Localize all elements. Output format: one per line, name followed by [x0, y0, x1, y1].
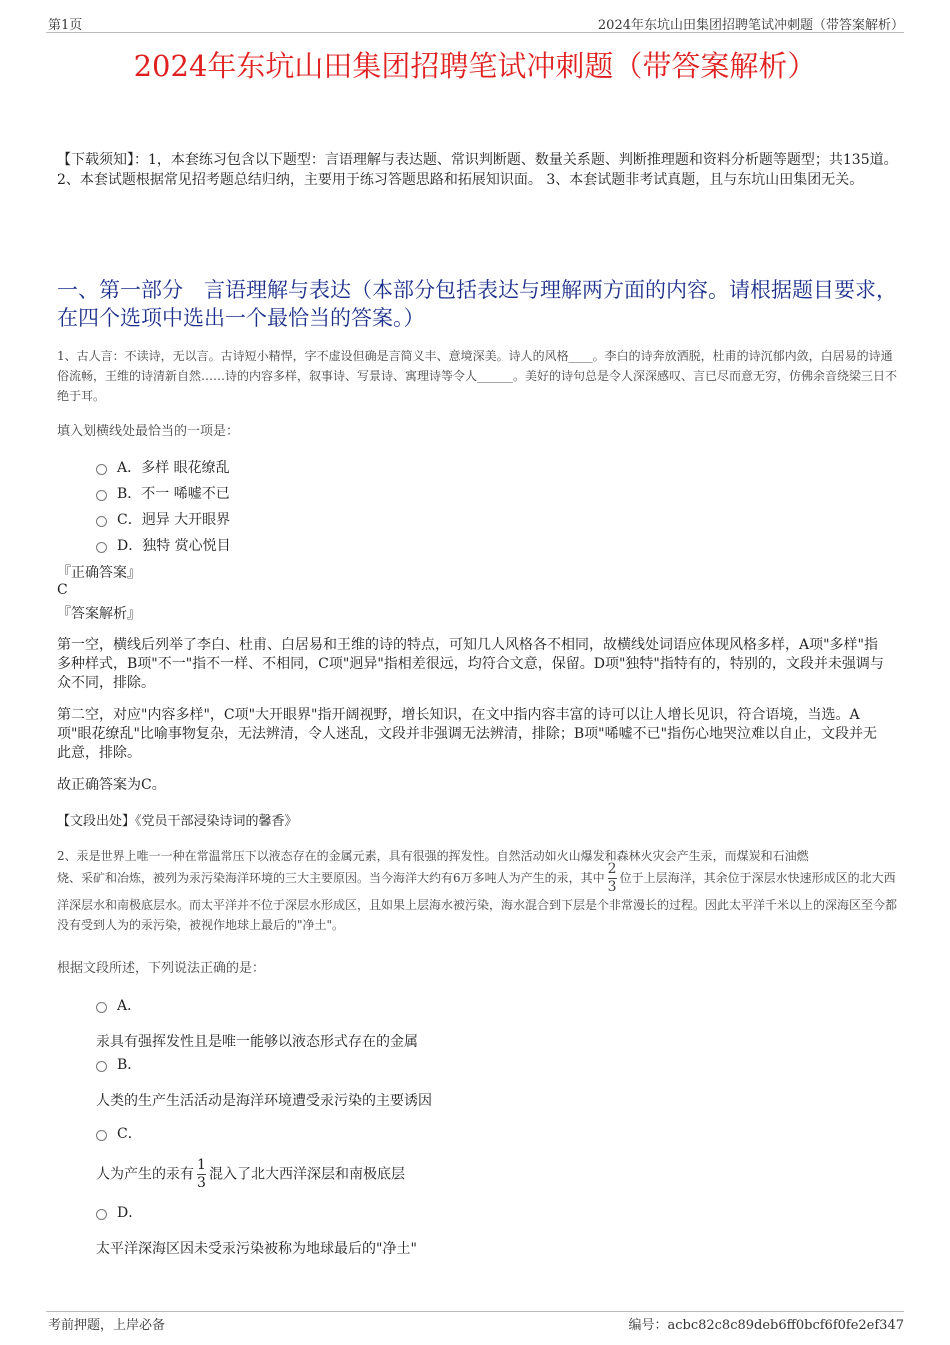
answer-label: 『正确答案』	[57, 565, 141, 581]
radio-icon[interactable]	[96, 1002, 107, 1013]
fraction-one-third: $\frac{1}{3}$	[197, 1157, 206, 1191]
footer-divider	[46, 1311, 904, 1312]
q2-prompt: 根据文段所述，下列说法正确的是：	[57, 961, 266, 976]
q2-option-c[interactable]	[96, 1123, 142, 1143]
q2-stem-part2: 烧、采矿和冶炼，被列为汞污染海洋环境的三大主要原因。当今海洋大约有6万多吨人为产生的汞，其中	[57, 871, 605, 885]
option-label: D．	[117, 538, 143, 554]
source-line	[57, 810, 298, 829]
radio-icon[interactable]	[96, 490, 107, 501]
q2-option-c-text	[96, 1158, 405, 1191]
radio-icon[interactable]	[96, 1209, 107, 1220]
option-text: 不一 唏嘘不已	[141, 486, 230, 502]
radio-icon[interactable]	[96, 516, 107, 527]
source-label: 【文段出处】	[57, 814, 136, 829]
q2-option-a[interactable]	[96, 995, 141, 1015]
q1-prompt: 填入划横线处最恰当的一项是：	[57, 424, 240, 439]
analysis-paragraph-2: 第二空，对应"内容多样"，C项"大开眼界"指开阔视野，增长知识，在文中指内容丰富的诗可以让人增长见识，符合语境，当选。A项"眼花缭乱"比喻事物复杂，无法辨清，令人迷乱，文段并非强调无法辨清，排除；B项"唏嘘不已"指伤心地哭泣难以自止，文段并无此意，排除。	[57, 707, 878, 761]
analysis-conclusion: 故正确答案为C。	[57, 777, 166, 793]
header-divider	[46, 32, 904, 33]
radio-icon[interactable]	[96, 464, 107, 475]
answer-value: C	[57, 582, 68, 598]
q2-option-b[interactable]	[96, 1054, 141, 1074]
option-label: A．	[117, 998, 142, 1014]
q1-option-d[interactable]	[96, 535, 231, 555]
footer-slogan: 考前押题，上岸必备	[48, 1318, 166, 1333]
option-label: C．	[117, 512, 142, 528]
option-text: 多样 眼花缭乱	[141, 460, 230, 476]
page-number: 第1页	[48, 18, 83, 33]
section-heading: 一、第一部分 言语理解与表达（本部分包括表达与理解两方面的内容。请根据题目要求，在四个选项中选出一个最恰当的答案。）	[57, 278, 897, 330]
q2-stem-rest	[57, 862, 903, 935]
option-label: B．	[117, 1057, 142, 1073]
q2-option-b-text: 人类的生产生活活动是海洋环境遭受汞污染的主要诱因	[96, 1093, 432, 1109]
option-text: 独特 赏心悦目	[142, 538, 231, 554]
analysis-paragraph-1: 第一空，横线后列举了李白、杜甫、白居易和王维的诗的特点，可知几人风格各不相同，故横线处词语应体现风格多样，A项"多样"指多种样式，B项"不一"指不一样、不相同，C项"迥异"指相差很远，均符合文意，保留。D项"独特"指特有的，特别的，文段并未强调与众不同，排除。	[57, 637, 884, 691]
option-label: D．	[117, 1205, 143, 1221]
q2-option-d[interactable]	[96, 1202, 142, 1222]
radio-icon[interactable]	[96, 1130, 107, 1141]
q1-option-b[interactable]	[96, 483, 230, 503]
radio-icon[interactable]	[96, 542, 107, 553]
page-title: 2024年东坑山田集团招聘笔试冲刺题（带答案解析）	[133, 49, 817, 83]
option-text-after: 混入了北大西洋深层和南极底层	[209, 1166, 405, 1183]
fraction-two-thirds: $\frac{2}{3}$	[607, 861, 617, 895]
option-text-before: 人为产生的汞有	[96, 1166, 194, 1183]
q2-stem-line1: 2、汞是世界上唯一一种在常温常压下以液态存在的金属元素，具有很强的挥发性。自然活动如火山爆发和森林火灾会产生汞，而煤炭和石油燃	[57, 849, 809, 863]
option-text: 迥异 大开眼界	[141, 512, 231, 528]
q2-option-d-text: 太平洋深海区因未受汞污染被称为地球最后的"净土"	[96, 1241, 417, 1257]
q1-stem: 1、古人言：不读诗，无以言。古诗短小精悍，字不虚设但确是言简义丰、意境深美。诗人的风格____。李白的诗奔放洒脱，杜甫的诗沉郁内敛，白居易的诗通俗流畅，王维的诗清新自然……诗的内容多样，叙事诗、写景诗、寓理诗等令人______。美好的诗句总是令人深深感叹、言已尽而意无穷，仿佛余音绕梁三日不绝于耳。	[57, 349, 898, 403]
option-label: A．	[117, 460, 142, 476]
radio-icon[interactable]	[96, 1061, 107, 1072]
q1-option-a[interactable]	[96, 457, 230, 477]
q1-option-c[interactable]	[96, 509, 230, 529]
option-label: B．	[117, 486, 142, 502]
option-label: C．	[117, 1126, 142, 1142]
header-doc-title: 2024年东坑山田集团招聘笔试冲刺题（带答案解析）	[597, 18, 904, 33]
footer-serial: 编号：acbc82c8c89deb6ff0bcf6f0fe2ef347	[628, 1318, 904, 1333]
q2-stem-part3: 位于上层海洋，其余位于深层水快速形成区的北大西洋深层水和南极底层水。而太平洋并不位于深层水形成区，且如果上层海水被污染，海水混合到下层是个非常漫长的过程。因此太平洋千米以上的深海区至今都没有受到人为的汞污染，被视作地球上最后的"净土"。	[57, 871, 898, 932]
q2-option-a-text: 汞具有强挥发性且是唯一能够以液态形式存在的金属	[96, 1034, 418, 1050]
download-notice: 【下载须知】：1，本套练习包含以下题型：言语理解与表达题、常识判断题、数量关系题、判断推理题和资料分析题等题型；共135道。 2、本套试题根据常见招考题总结归纳，主要用于练习答题思路和拓展知识面。 3、本套试题非考试真题，且与东坑山田集团无关。	[57, 152, 898, 188]
analysis-label: 『答案解析』	[57, 606, 141, 622]
source-title: 《党员干部浸染诗词的馨香》	[135, 814, 298, 829]
